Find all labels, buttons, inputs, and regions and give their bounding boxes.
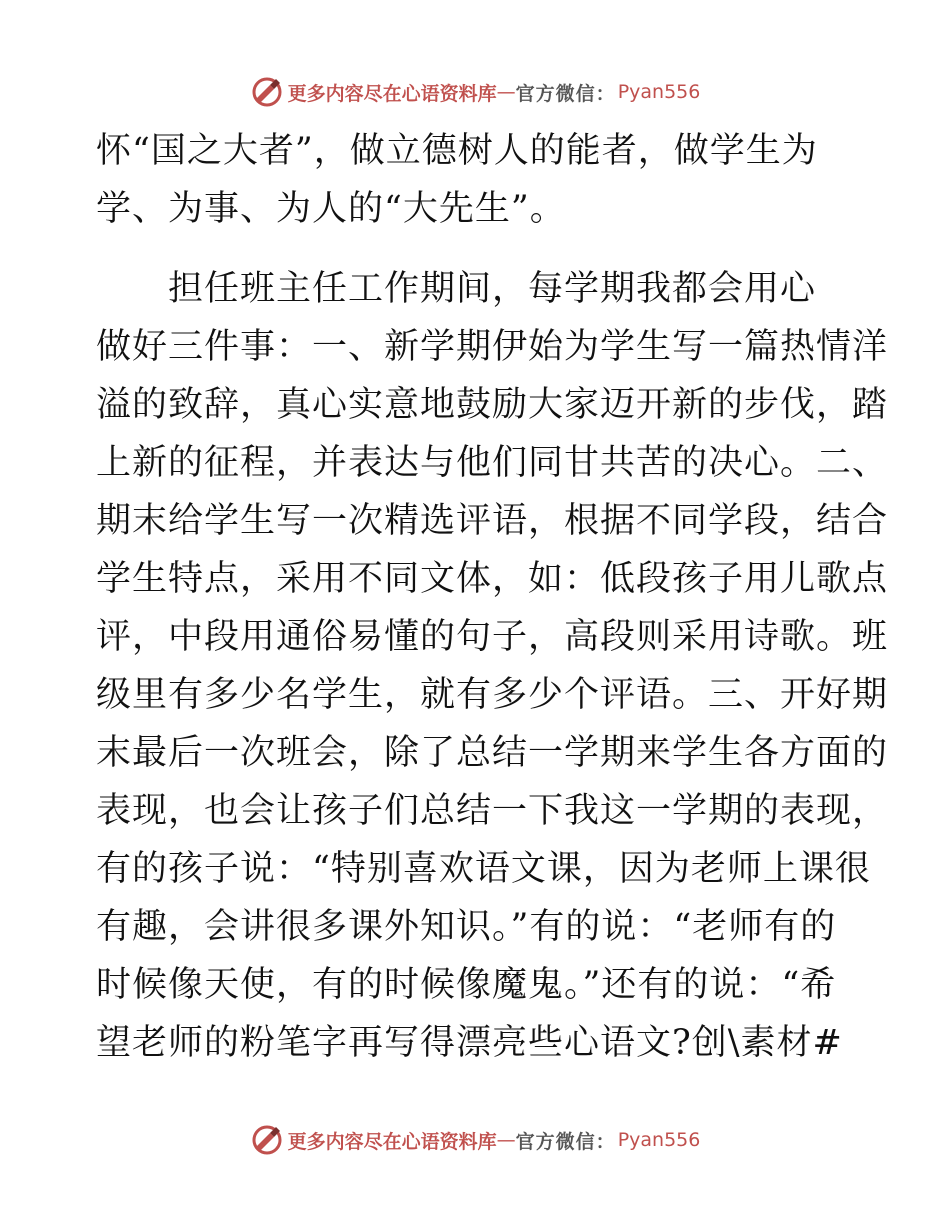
text-line: 表现，也会让孩子们总结一下我这一学期的表现， [96,791,889,831]
text-line: 学生特点，采用不同文体，如：低段孩子用儿歌点 [96,559,889,599]
text-line: 时候像天使，有的时候像魔鬼。”还有的说：“希 [96,965,837,1005]
header-banner [0,72,950,112]
text-line: 担任班主任工作期间，每学期我都会用心 [96,269,817,309]
paragraph-2 [96,260,889,1072]
pen-logo-icon [250,75,284,109]
text-line: 有趣，会讲很多课外知识。”有的说：“老师有的 [96,907,837,947]
text-line: 评，中段用通俗易懂的句子，高段则采用诗歌。班 [96,617,889,657]
pen-logo-icon [250,1123,284,1157]
banner-wechat-label: 官方微信： [515,82,616,105]
paragraph-1 [96,122,856,238]
text-line: 学、为事、为人的“大先生”。 [96,189,566,229]
text-line: 末最后一次班会，除了总结一学期来学生各方面的 [96,733,889,773]
paragraph-gap [96,238,856,260]
banner-dash: — [496,1129,516,1151]
banner-text: 更多内容尽在心语资料库 [287,82,497,105]
text-line: 级里有多少名学生，就有多少个评语。三、开好期 [96,675,889,715]
text-line: 做好三件事：一、新学期伊始为学生写一篇热情洋 [96,327,889,367]
text-line: 上新的征程，并表达与他们同甘共苦的决心。二、 [96,443,889,483]
document-body [96,122,889,1072]
banner-text: 更多内容尽在心语资料库 [287,1130,497,1153]
text-line: 望老师的粉笔字再写得漂亮些心语文?创\素材# [96,1023,843,1063]
text-line: 溢的致辞，真心实意地鼓励大家迈开新的步伐，踏 [96,385,889,425]
text-line: 有的孩子说：“特别喜欢语文课，因为老师上课很 [96,849,871,889]
footer-banner [0,1120,950,1160]
banner-dash: — [496,81,516,103]
text-line: 怀“国之大者”，做立德树人的能者，做学生为 [96,131,818,171]
banner-wechat-id: Pyan556 [617,81,701,103]
text-line: 期末给学生写一次精选评语，根据不同学段，结合 [96,501,889,541]
banner-wechat-label: 官方微信： [515,1130,616,1153]
banner-wechat-id: Pyan556 [617,1129,701,1151]
